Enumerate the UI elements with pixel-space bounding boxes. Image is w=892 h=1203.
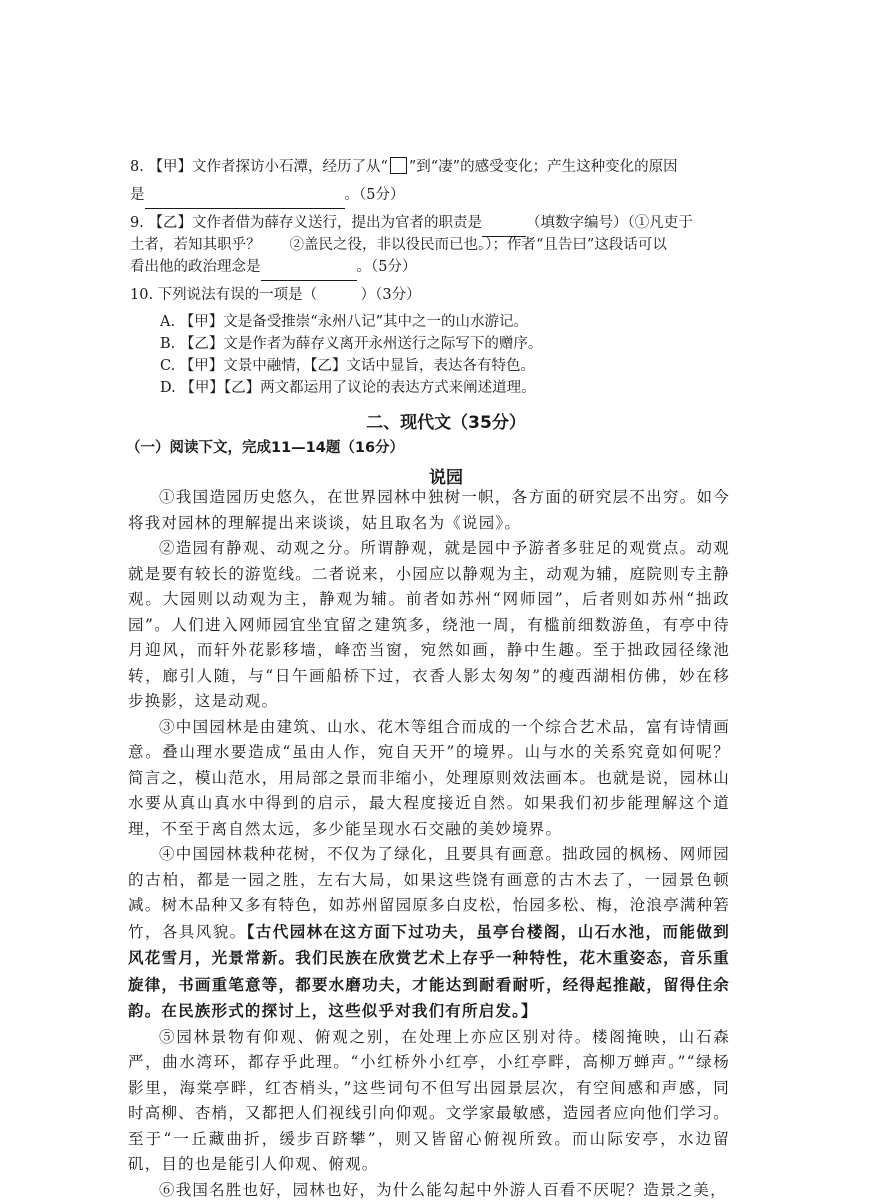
q9-text-d: 看出他的政治理念是 xyxy=(130,259,261,275)
question-9-line-3 xyxy=(130,256,416,281)
essay-paragraph-4-plain: ④中国园林栽种花树，不仅为了绿化，且要具有画意。拙政园的枫杨、网师园的古柏，都是一园之胜，左右大局，如果这些饶有画意的古木去了，一园景色顿减。树木品种又多有特色，如苏州留园原多白皮松，怡园多松、梅，沧浪亭满种箬竹，各具风貌。 xyxy=(128,845,730,941)
essay-paragraph-4-marked: 【古代园林在这方面下过功夫，虽亭台楼阁，山石水池，而能做到风花雪月，光景常新。我们民族在欣赏艺术上存乎一种特性，花木重姿态，音乐重旋律，书画重笔意等，都要水磨功夫，才能达到耐看耐听，经得起推敲，留得住余韵。在民族形式的探讨上，这些似乎对我们有所启发。】 xyxy=(128,922,730,1021)
answer-blank-q8[interactable] xyxy=(145,186,345,209)
q9-text-a: 9. 【乙】文作者借为薛存义送行，提出为官者的职责是 xyxy=(130,215,482,231)
sub-title: （一）阅读下文，完成11—14题（16分） xyxy=(126,436,404,457)
q8-text-c: 是 xyxy=(130,187,145,203)
essay-paragraph-1: ①我国造园历史悠久，在世界园林中独树一帜，各方面的研究层不出穷。如今将我对园林的理解提出来谈谈，姑且取名为《说园》。 xyxy=(128,485,730,536)
question-9-line-2 xyxy=(130,234,667,256)
essay-paragraph-4 xyxy=(128,842,730,1025)
q8-points: 。（5分） xyxy=(345,187,405,203)
q9-text-c: 土者，若知其职乎？ ②盖民之役，非以役民而已也。）；作者“且告曰”这段话可以 xyxy=(130,237,667,253)
q9-text-b: （填数字编号）（①凡吏于 xyxy=(526,215,693,231)
essay-body xyxy=(128,485,730,1203)
answer-blank-q9-b[interactable] xyxy=(261,258,357,281)
q10-option-c[interactable]: C. 【甲】文景中融情，【乙】文话中显旨，表达各有特色。 xyxy=(160,355,535,377)
section-title: 二、现代文（35分） xyxy=(0,408,892,433)
essay-paragraph-2: ②造园有静观、动观之分。所谓静观，就是园中予游者多驻足的观赏点。动观就是要有较长的游览线。二者说来，小园应以静观为主，动观为辅，庭院则专主静观。大园则以动观为主，静观为辅。前者如苏州“网师园”，后者则如苏州“拙政园”。人们进入网师园宜坐宜留之建筑多，绕池一周，有槛前细数游鱼，有亭中待月迎风，而轩外花影移墙，峰峦当窗，宛然如画，静中生趣。至于拙政园径缘池转，廊引人随，与“日午画船桥下过，衣香人影太匆匆”的瘦西湖相仿佛，妙在移步换影，这是动观。 xyxy=(128,536,730,715)
essay-title: 说园 xyxy=(0,463,892,488)
q10-option-d[interactable]: D. 【甲】【乙】两文都运用了议论的表达方式来阐述道理。 xyxy=(160,377,536,399)
q10-option-a[interactable]: A. 【甲】文是备受推崇“永州八记”其中之一的山水游记。 xyxy=(160,311,528,333)
essay-paragraph-3: ③中国园林是由建筑、山水、花木等组合而成的一个综合艺术品，富有诗情画意。叠山理水要造成“虽由人作，宛自天开”的境界。山与水的关系究竟如何呢？简言之，模山范水，用局部之景而非缩小，处理原则效法画本。也就是说，园林山水要从真山真水中得到的启示，最大程度接近自然。如果我们初步能理解这个道理，不至于离自然太远，多少能呈现水石交融的美妙境界。 xyxy=(128,715,730,843)
question-8-line-1 xyxy=(130,156,678,178)
answer-box[interactable] xyxy=(390,157,407,174)
essay-paragraph-6: ⑥我国名胜也好，园林也好，为什么能勾起中外游人百看不厌呢？造景之美， xyxy=(128,1178,730,1203)
essay-paragraph-5: ⑤园林景物有仰观、俯观之别，在处理上亦应区别对待。楼阁掩映，山石森严，曲水湾环，都存乎此理。“小红桥外小红亭，小红亭畔，高柳万蝉声。”“绿杨影里，海棠亭畔，红杏梢头，”这些词句不但写出园景层次，有空间感和声感，同时高柳、杏梢，又都把人们视线引向仰观。文学家最敏感，造园者应向他们学习。至于“一丘藏曲折，缓步百跻攀”，则又皆留心俯视所致。而山际安亭，水边留矶，目的也是能引人仰观、俯观。 xyxy=(128,1025,730,1178)
q8-text-b: ”到“凄”的感受变化；产生这种变化的原因 xyxy=(409,159,678,175)
q8-text-a: 8. 【甲】文作者探访小石潭，经历了从“ xyxy=(130,159,388,175)
question-8-line-2 xyxy=(130,184,404,209)
question-10-stem: 10. 下列说法有误的一项是（ ）（3分） xyxy=(130,284,421,306)
q10-option-b[interactable]: B. 【乙】文是作者为薛存义离开永州送行之际写下的赠序。 xyxy=(160,333,542,355)
q9-points: 。（5分） xyxy=(357,259,417,275)
